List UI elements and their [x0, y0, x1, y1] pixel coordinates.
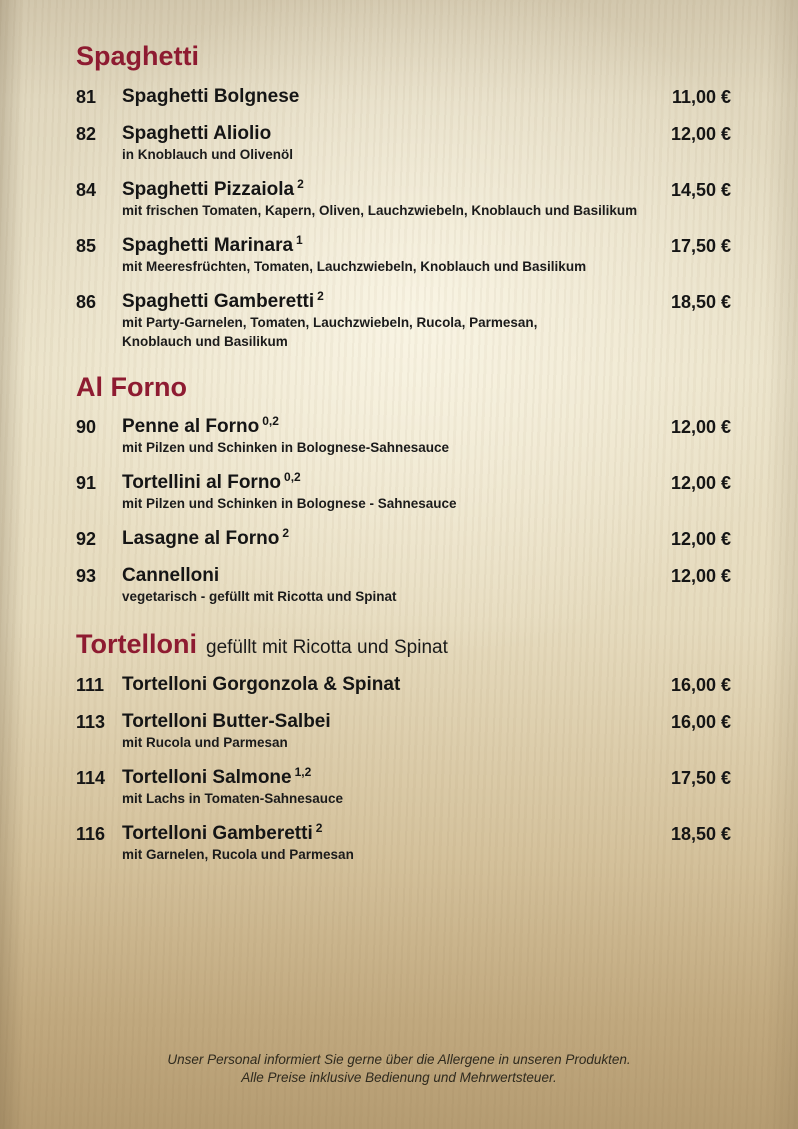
item-number: 86 [76, 291, 97, 312]
item-price: 14,50 € [670, 179, 731, 200]
item-number: 114 [76, 768, 106, 789]
menu-footer [0, 1051, 798, 1087]
item-number: 84 [76, 179, 97, 200]
menu-item [76, 528, 731, 550]
menu-item [76, 711, 731, 752]
item-footnote: 2 [282, 526, 289, 541]
item-description: mit Lachs in Tomaten-Sahnesauce [122, 791, 344, 807]
item-price: 12,00 € [670, 566, 731, 587]
item-price: 12,00 € [670, 417, 731, 438]
item-body [122, 711, 671, 752]
item-description: Knoblauch und Basilikum [122, 333, 288, 349]
item-price: 18,50 € [670, 291, 731, 312]
item-number: 91 [76, 473, 97, 494]
item-body [122, 674, 671, 696]
item-price: 16,00 € [670, 712, 731, 733]
item-price: 11,00 € [671, 86, 731, 107]
menu-item [76, 767, 731, 808]
item-body [122, 528, 671, 550]
item-price: 12,00 € [670, 123, 731, 144]
item-description: mit frischen Tomaten, Kapern, Oliven, Lauchzwiebeln, Knoblauch und Basilikum [122, 202, 638, 218]
item-description: mit Garnelen, Rucola und Parmesan [122, 847, 354, 863]
item-name: Spaghetti Pizzaiola [122, 178, 295, 200]
item-number: 113 [76, 712, 106, 733]
item-number: 116 [76, 824, 106, 845]
menu-item [76, 674, 731, 696]
item-footnote: 0,2 [262, 414, 279, 429]
item-name: Tortelloni Butter-Salbei [122, 711, 331, 733]
item-body [122, 565, 671, 606]
item-body [122, 416, 671, 457]
menu-item [76, 288, 731, 351]
item-body [122, 472, 671, 513]
item-number: 111 [76, 675, 105, 696]
section-title-spaghetti: Spaghetti [76, 41, 200, 71]
item-description: mit Pilzen und Schinken in Bolognese-Sahnesauce [122, 440, 450, 456]
item-name: Lasagne al Forno [122, 528, 280, 550]
item-number: 85 [76, 235, 97, 256]
section-title-tortelloni [76, 630, 731, 660]
item-body [122, 288, 671, 351]
footer-price-note: Alle Preise inklusive Bedienung und Mehrwertsteuer. [241, 1070, 557, 1085]
item-name: Tortelloni Gamberetti [122, 823, 313, 845]
item-name: Spaghetti Marinara [122, 234, 294, 256]
item-name: Tortelloni Gorgonzola & Spinat [122, 674, 401, 696]
item-description: mit Meeresfrüchten, Tomaten, Lauchzwiebeln, Knoblauch und Basilikum [122, 258, 587, 274]
item-number: 92 [76, 529, 97, 550]
item-price: 17,50 € [670, 768, 731, 789]
item-number: 90 [76, 417, 97, 438]
section-title-al-forno: Al Forno [76, 371, 187, 402]
menu-item [76, 565, 731, 606]
item-body [122, 86, 672, 108]
item-footnote: 2 [315, 821, 323, 836]
item-name: Cannelloni [122, 565, 220, 587]
item-name: Penne al Forno [122, 416, 260, 438]
menu-item [76, 416, 731, 457]
menu-item [76, 232, 731, 276]
item-price: 16,00 € [670, 675, 731, 696]
menu-item [76, 823, 731, 864]
footer-allergen-note: Unser Personal informiert Sie gerne über die Allergene in unseren Produkten. [167, 1052, 631, 1067]
item-name: Tortellini al Forno [122, 472, 282, 494]
item-number: 93 [76, 566, 97, 587]
item-number: 81 [76, 86, 97, 107]
item-body [122, 232, 671, 276]
item-footnote: 1 [296, 232, 303, 247]
item-footnote: 0,2 [284, 470, 301, 485]
item-body [122, 767, 671, 808]
item-body [122, 123, 671, 164]
item-body [122, 176, 671, 220]
item-description: vegetarisch - gefüllt mit Ricotta und Spinat [122, 589, 397, 605]
section-title-text: Tortelloni [76, 629, 197, 660]
item-price: 12,00 € [670, 529, 731, 550]
menu-item [76, 176, 731, 220]
menu-item [76, 86, 731, 108]
section-subtitle: gefüllt mit Ricotta und Spinat [206, 637, 448, 659]
item-number: 82 [76, 123, 97, 144]
item-footnote: 2 [317, 288, 324, 303]
item-description: mit Pilzen und Schinken in Bolognese - Sahnesauce [122, 496, 457, 512]
menu-item [76, 123, 731, 164]
menu-item [76, 472, 731, 513]
item-name: Spaghetti Bolgnese [122, 85, 300, 107]
item-description: in Knoblauch und Olivenöl [122, 146, 293, 162]
item-footnote: 1,2 [294, 765, 312, 780]
item-name: Spaghetti Gamberetti [122, 290, 315, 312]
item-description: mit Party-Garnelen, Tomaten, Lauchzwiebeln, Rucola, Parmesan, [122, 314, 538, 330]
item-name: Tortelloni Salmone [122, 767, 292, 789]
item-price: 18,50 € [670, 824, 731, 845]
item-footnote: 2 [297, 176, 304, 191]
item-price: 12,00 € [670, 473, 731, 494]
item-name: Spaghetti Aliolio [122, 122, 272, 144]
item-body [122, 823, 671, 864]
item-price: 17,50 € [670, 235, 731, 256]
item-description: mit Rucola und Parmesan [122, 735, 288, 751]
